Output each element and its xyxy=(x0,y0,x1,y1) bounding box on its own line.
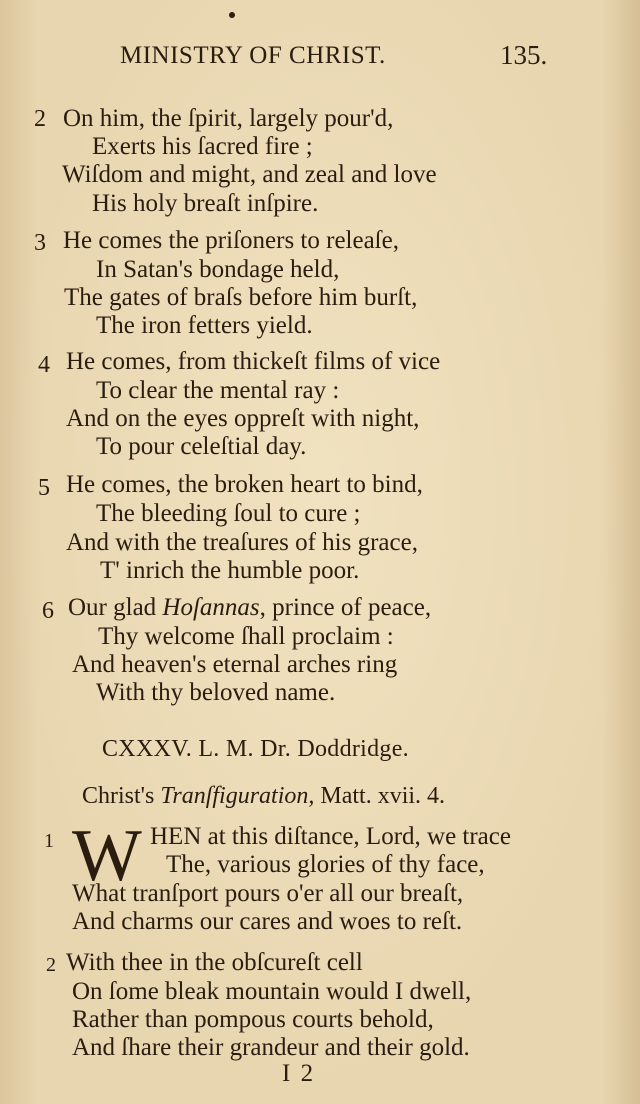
verse-line: The iron fetters yield. xyxy=(96,312,313,339)
verse-line: And with the treaſures of his grace, xyxy=(66,529,418,556)
italic-word: Hoſannas xyxy=(162,594,260,621)
ink-dot xyxy=(229,12,235,18)
verse-line: The gates of braſs before him burſt, xyxy=(64,284,418,311)
verse-line: With thy beloved name. xyxy=(96,679,336,706)
subtitle-text: Christ's xyxy=(82,783,161,809)
verse-text: , prince of peace, xyxy=(259,594,432,621)
verse-line: T' inrich the humble poor. xyxy=(100,557,360,584)
verse-number: 2 xyxy=(46,954,56,976)
verse-line: And heaven's eternal arches ring xyxy=(72,651,398,678)
verse-line: To clear the mental ray : xyxy=(96,377,340,404)
verse-text: Our glad xyxy=(68,594,163,621)
signature-mark: I 2 xyxy=(282,1060,316,1087)
verse-line: And ſhare their grandeur and their gold. xyxy=(72,1034,470,1061)
verse-line: In Satan's bondage held, xyxy=(96,256,340,283)
subtitle-reference: Matt. xvii. 4. xyxy=(314,783,446,809)
verse-line: Rather than pompous courts behold, xyxy=(72,1006,434,1033)
verse-line: What tranſport pours o'er all our breaſt, xyxy=(72,880,464,907)
subtitle-italic: Tranſfiguration, xyxy=(160,783,315,809)
verse-number: 6 xyxy=(42,598,54,624)
verse-line: With thee in the obſcureſt cell xyxy=(66,949,363,976)
hymn-title: CXXXV. L. M. Dr. Doddridge. xyxy=(102,736,409,762)
verse-number: 4 xyxy=(38,352,50,378)
verse-line: On ſome bleak mountain would I dwell, xyxy=(72,978,472,1005)
page-number: 135. xyxy=(500,40,548,70)
verse-line: To pour celeſtial day. xyxy=(96,433,307,460)
verse-line: And on the eyes oppreſt with night, xyxy=(66,405,420,432)
verse-line: HEN at this diſtance, Lord, we trace xyxy=(150,823,511,850)
verse-line: The, various glories of thy face, xyxy=(166,851,485,878)
verse-line: Thy welcome ſhall proclaim : xyxy=(98,623,394,650)
hymn-subtitle xyxy=(82,783,445,810)
verse-line: On him, the ſpirit, largely pour'd, xyxy=(63,105,394,132)
verse-number: 1 xyxy=(44,830,54,852)
verse-line: The bleeding ſoul to cure ; xyxy=(96,500,361,527)
verse-number: 3 xyxy=(34,230,46,256)
verse-line: He comes the priſoners to releaſe, xyxy=(63,227,399,254)
page-header xyxy=(0,40,640,80)
verse-line xyxy=(68,593,431,623)
verse-line: And charms our cares and woes to reſt. xyxy=(72,908,463,935)
running-head: MINISTRY OF CHRIST. xyxy=(120,42,386,69)
verse-number: 5 xyxy=(38,475,50,501)
verse-line: He comes, from thickeſt films of vice xyxy=(66,348,441,375)
verse-line: Exerts his ſacred fire ; xyxy=(92,133,313,160)
verse-line: Wiſdom and might, and zeal and love xyxy=(62,161,437,188)
verse-line: His holy breaſt inſpire. xyxy=(92,190,319,217)
verse-number: 2 xyxy=(34,106,46,132)
drop-cap: W xyxy=(72,815,142,897)
verse-line: He comes, the broken heart to bind, xyxy=(66,471,423,498)
